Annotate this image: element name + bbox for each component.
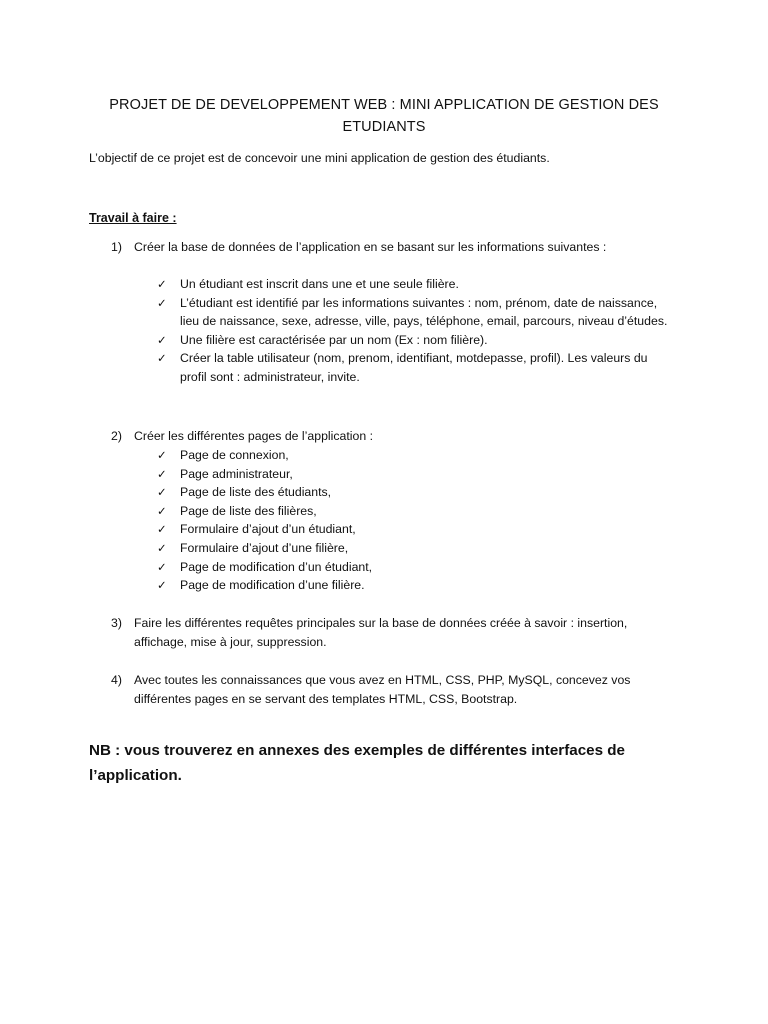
intro-paragraph: L’objectif de ce projet est de concevoir une mini application de gestion des étudiants. (89, 151, 550, 165)
document-title (88, 94, 680, 138)
task-text: Avec toutes les connaissances que vous avez en HTML, CSS, PHP, MySQL, concevez vos différentes pages en se servant des templates HTML, CSS, Bootstrap. (134, 673, 631, 706)
check-mark-icon: ✓ (157, 485, 167, 500)
task-2-checklist (157, 446, 372, 595)
list-item: ✓ Une filière est caractérisée par un nom (Ex : nom filière). (157, 331, 667, 350)
check-mark-icon: ✓ (157, 351, 167, 366)
task-text: Créer la base de données de l’application en se basant sur les informations suivantes : (134, 240, 607, 254)
section-title: Travail à faire : (89, 211, 177, 225)
list-item: ✓ Page de liste des étudiants, (157, 483, 372, 502)
check-mark-icon: ✓ (157, 559, 167, 574)
check-mark-icon: ✓ (157, 466, 167, 481)
check-mark-icon: ✓ (157, 295, 167, 310)
check-mark-icon: ✓ (157, 522, 167, 537)
list-item: ✓ Page de modification d’une filière. (157, 576, 372, 595)
list-item: ✓ Créer la table utilisateur (nom, prenom, identifiant, motdepasse, profil). Les valeurs du profil sont : administrateur, invite. (157, 351, 648, 384)
list-item: ✓ Formulaire d’ajout d’une filière, (157, 539, 372, 558)
check-mark-icon: ✓ (157, 332, 167, 347)
list-item: ✓ Page administrateur, (157, 465, 372, 484)
list-item: ✓ Page de modification d’un étudiant, (157, 558, 372, 577)
task-number: 3) (111, 616, 122, 630)
title-line-1: PROJET DE DE DEVELOPPEMENT WEB : MINI APPLICATION DE GESTION DES (109, 97, 659, 113)
check-mark-icon: ✓ (157, 277, 167, 291)
task-number: 1) (111, 240, 122, 254)
list-item: ✓ Page de liste des filières, (157, 502, 372, 521)
check-mark-icon: ✓ (157, 503, 167, 518)
task-1-checklist (157, 275, 667, 387)
check-mark-icon: ✓ (157, 578, 167, 593)
list-item: ✓ Un étudiant est inscrit dans une et une seule filière. (157, 275, 667, 294)
nb-note: NB : vous trouverez en annexes des exemples de différentes interfaces de l’application. (89, 742, 625, 784)
title-line-2: ETUDIANTS (342, 119, 426, 135)
task-text: Créer les différentes pages de l’application : (134, 429, 374, 443)
check-mark-icon: ✓ (157, 540, 167, 555)
task-number: 4) (111, 673, 122, 687)
list-item: ✓ Formulaire d’ajout d’un étudiant, (157, 520, 372, 539)
list-item: ✓ Page de connexion, (157, 446, 372, 465)
task-text: Faire les différentes requêtes principales sur la base de données créée à savoir : insertion, affichage, mise à jour, suppression. (134, 616, 628, 649)
list-item: ✓ L’étudiant est identifié par les informations suivantes : nom, prénom, date de naissance, lieu de naissance, sexe, adresse, ville, pays, téléphone, email, parcours, niveau d’études. (157, 295, 668, 329)
check-mark-icon: ✓ (157, 448, 167, 462)
task-number: 2) (111, 429, 122, 443)
